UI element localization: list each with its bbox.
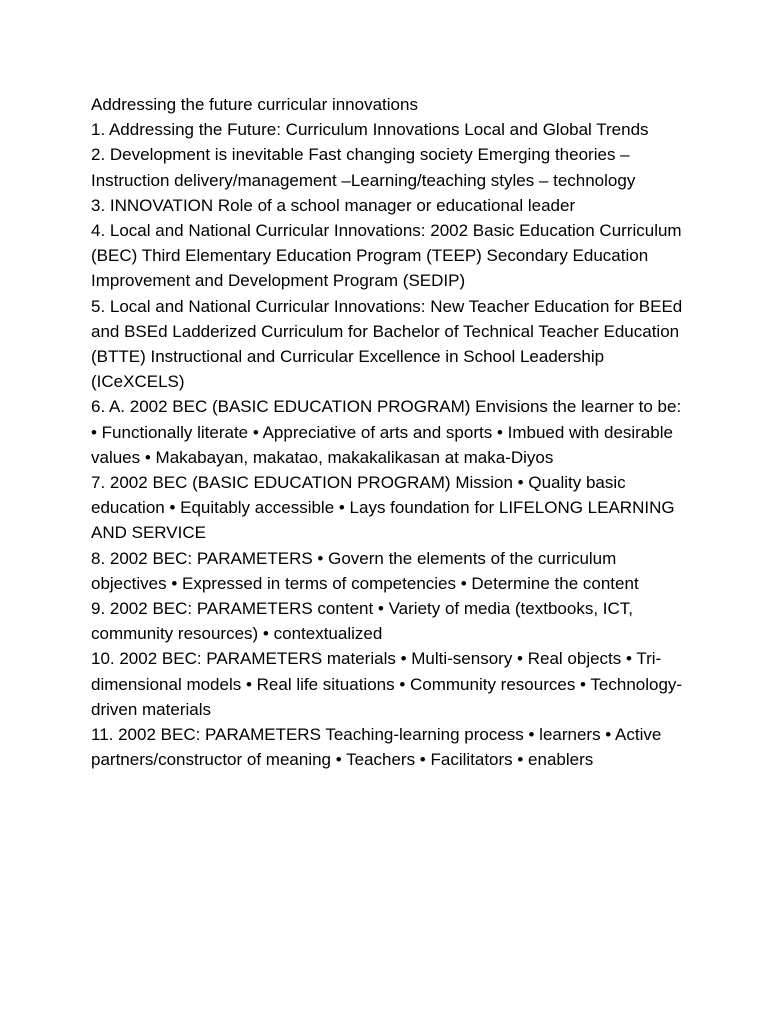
list-item-1: 1. Addressing the Future: Curriculum Innovations Local and Global Trends	[91, 120, 649, 140]
document-title: Addressing the future curricular innovations	[91, 95, 418, 114]
list-item-6: 6. A. 2002 BEC (BASIC EDUCATION PROGRAM) Envisions the learner to be: • Functionally literate • Appreciative of arts and sports • Imbued with desirable values • Makabayan, makatao, makakalikasan at maka-Diyos	[91, 397, 682, 467]
list-item-11: 11. 2002 BEC: PARAMETERS Teaching-learning process • learners • Active partners/constructor of meaning • Teachers • Facilitators • enablers	[91, 725, 662, 770]
list-item-8: 8. 2002 BEC: PARAMETERS • Govern the elements of the curriculum objectives • Expressed in terms of competencies • Determine the content	[91, 548, 639, 593]
list-item-9: 9. 2002 BEC: PARAMETERS content • Variety of media (textbooks, ICT, community resources) • contextualized	[91, 599, 633, 644]
list-item-3: 3. INNOVATION Role of a school manager or educational leader	[91, 195, 576, 215]
list-item-4: 4. Local and National Curricular Innovations: 2002 Basic Education Curriculum (BEC) Third Elementary Education Program (TEEP) Secondary Education Improvement and Development Program (SEDIP)	[91, 221, 682, 291]
list-item-7: 7. 2002 BEC (BASIC EDUCATION PROGRAM) Mission • Quality basic education • Equitably accessible • Lays foundation for LIFELONG LEARNING AND SERVICE	[91, 473, 675, 543]
list-item-2: 2. Development is inevitable Fast changing society Emerging theories – Instruction delivery/management –Learning/teaching styles – technology	[91, 145, 636, 190]
list-item-10: 10. 2002 BEC: PARAMETERS materials • Multi-sensory • Real objects • Tri-dimensional models • Real life situations • Community resources • Technology-driven materials	[91, 649, 683, 719]
list-item-5: 5. Local and National Curricular Innovations: New Teacher Education for BEEd and BSEd Ladderized Curriculum for Bachelor of Technical Teacher Education (BTTE) Instructional and Curricular Excellence in School Leadership (ICeXCELS)	[91, 296, 683, 392]
